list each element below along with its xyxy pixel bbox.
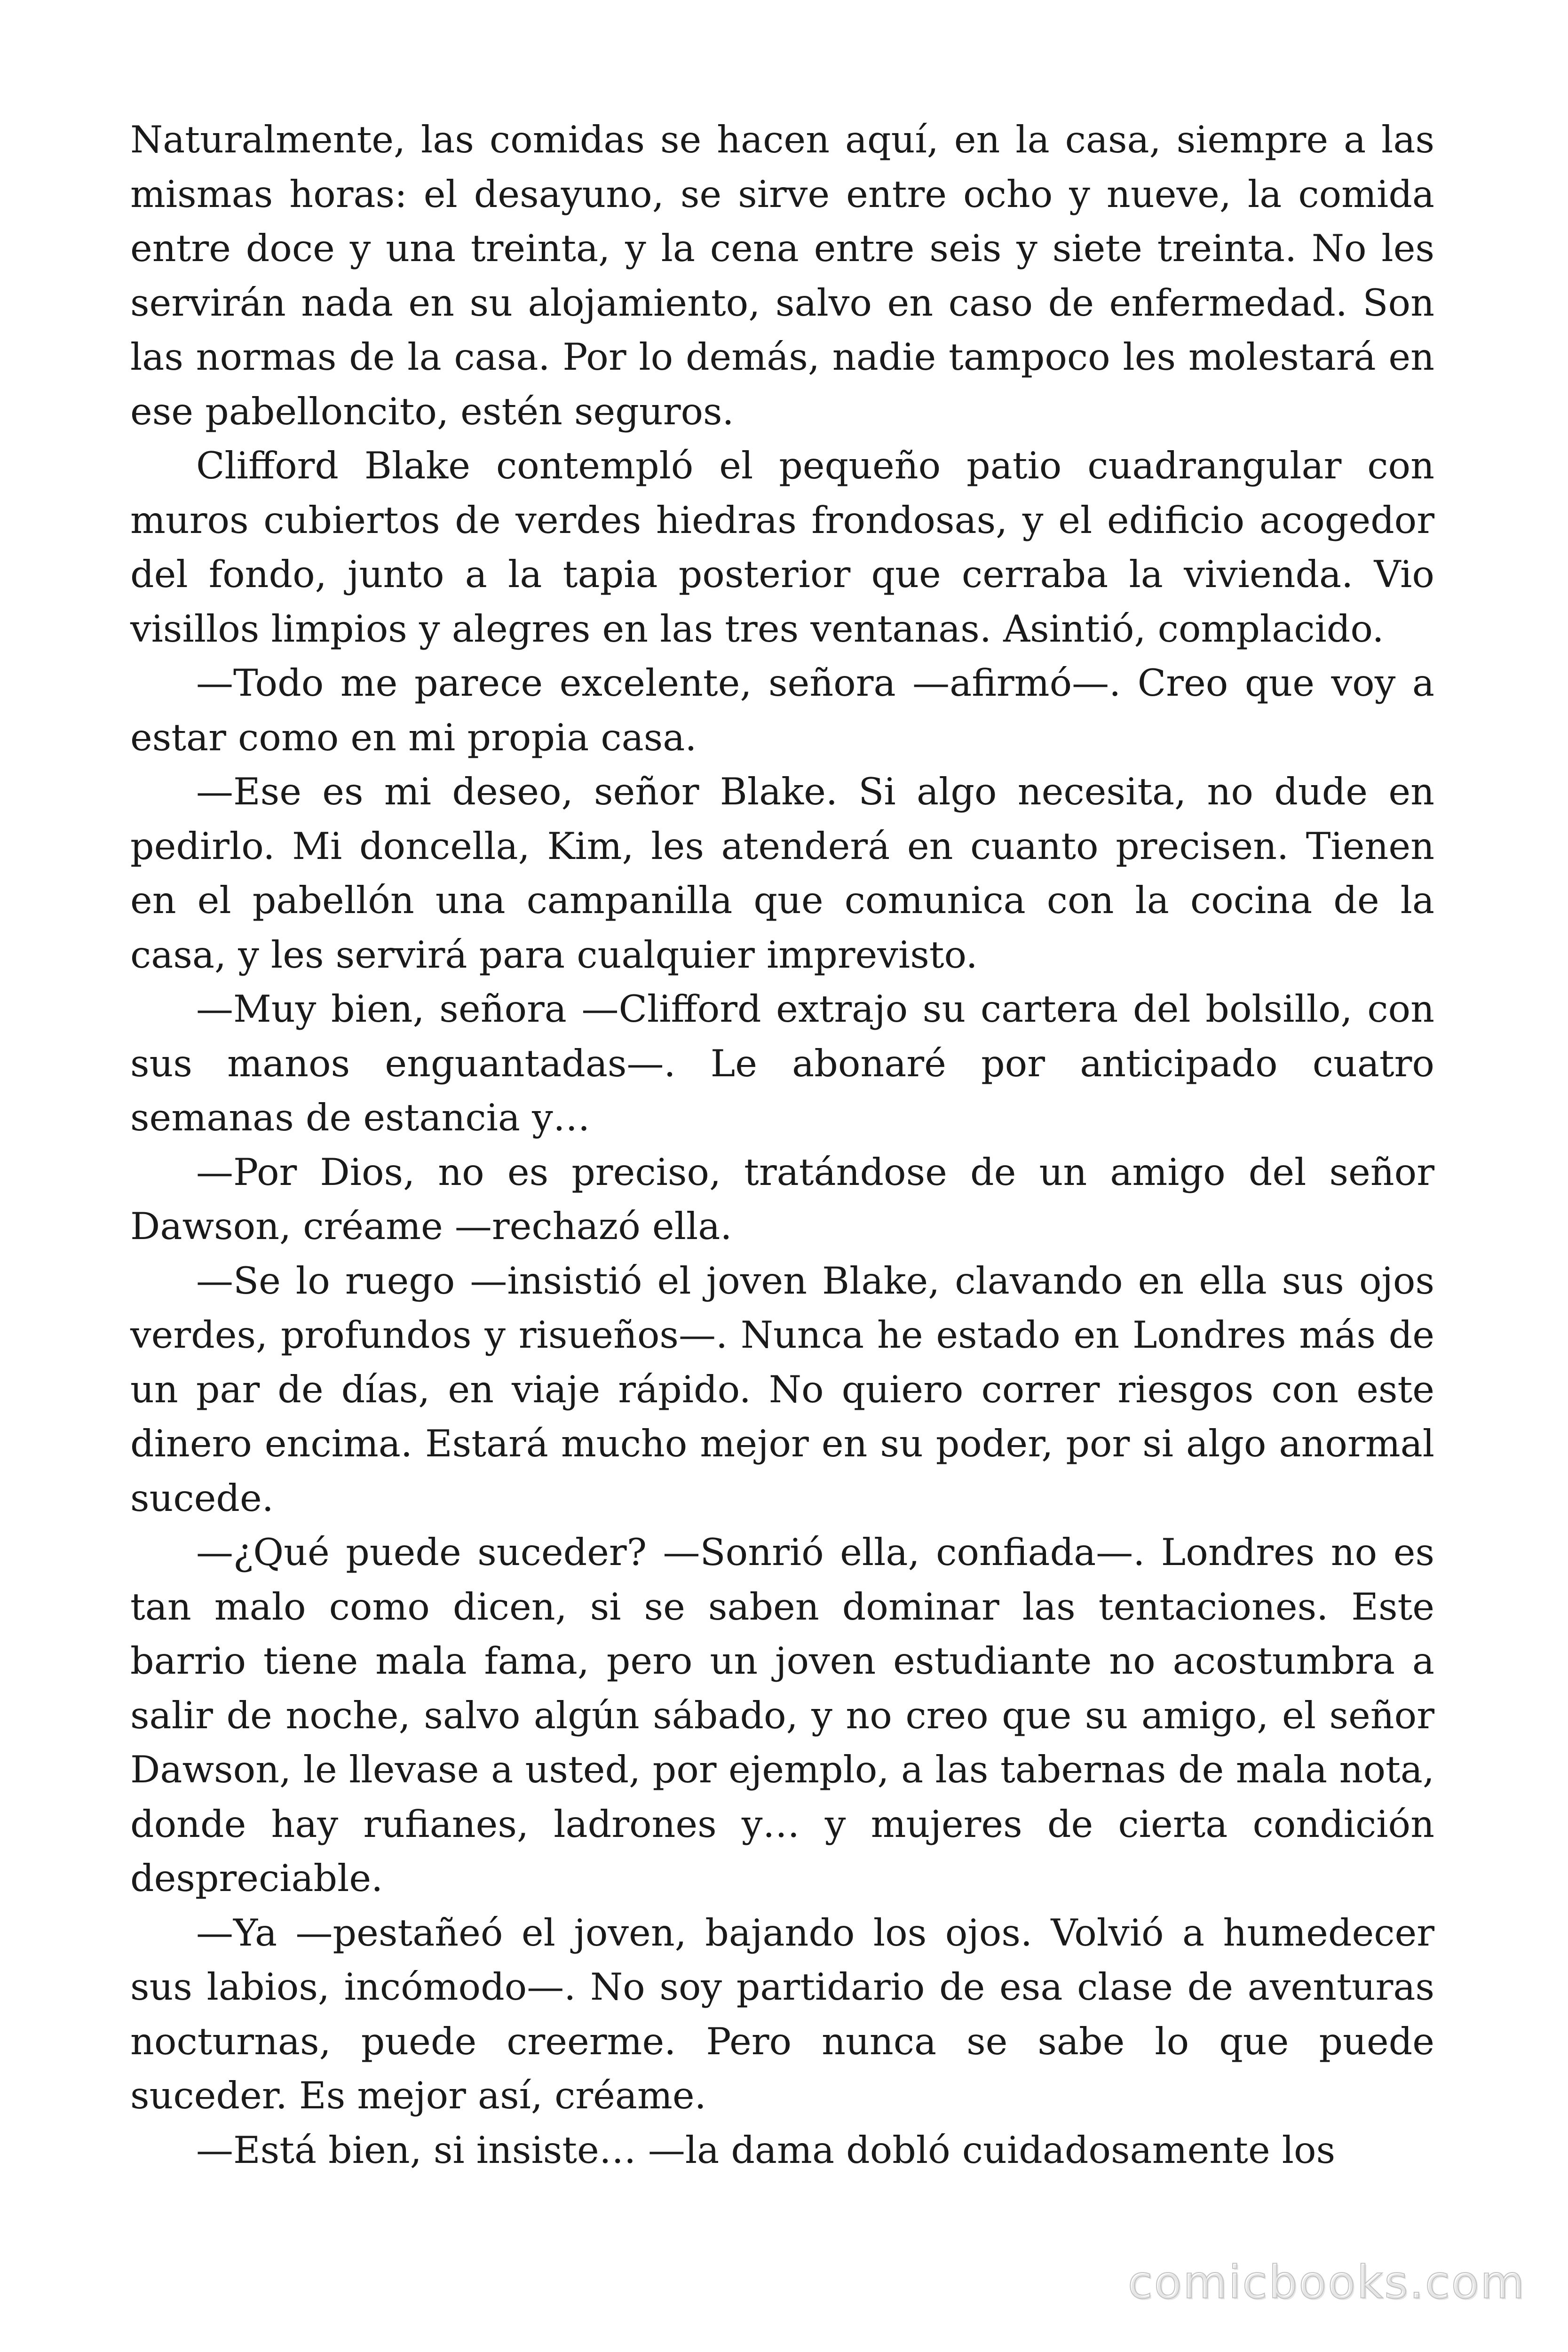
paragraph: —Está bien, si insiste… —la dama dobló cuidadosamente los [196,2128,1336,2172]
book-page-text [130,113,1434,2177]
paragraph: —Todo me parece excelente, señora —afirmó—. Creo que voy a estar como en mi propia casa. [130,661,1434,759]
paragraph: —Muy bien, señora —Clifford extrajo su cartera del bolsillo, con sus manos enguantadas—. Le abonaré por anticipado cuatro semanas de estancia y… [130,987,1434,1139]
watermark: comicbooks.com [1127,2256,1526,2309]
paragraph: —Ese es mi deseo, señor Blake. Si algo necesita, no dude en pedirlo. Mi doncella, Kim, les atenderá en cuanto precisen. Tienen en el pabellón una campanilla que comunica con la cocina de la casa, y les servirá para cualquier imprevisto. [130,770,1434,977]
paragraph: —Se lo ruego —insistió el joven Blake, clavando en ella sus ojos verdes, profundos y risueños—. Nunca he estado en Londres más de un par de días, en viaje rápido. No quiero correr riesgos con este dinero encima. Estará mucho mejor en su poder, por si algo anormal sucede. [130,1259,1434,1520]
paragraph: Naturalmente, las comidas se hacen aquí, en la casa, siempre a las mismas horas: el desayuno, se sirve entre ocho y nueve, la comida entre doce y una treinta, y la cena entre seis y siete treinta. No les servirán nada en su alojamiento, salvo en caso de enfermedad. Son las normas de la casa. Por lo demás, nadie tampoco les molestará en ese pabelloncito, estén seguros. [130,118,1434,433]
paragraph: —¿Qué puede suceder? —Sonrió ella, confiada—. Londres no es tan malo como dicen, si se saben dominar las tentaciones. Este barrio tiene mala fama, pero un joven estudiante no acostumbra a salir de noche, salvo algún sábado, y no creo que su amigo, el señor Dawson, le llevase a usted, por ejemplo, a las tabernas de mala nota, donde hay rufianes, ladrones y… y mujeres de cierta condición despreciable. [130,1531,1434,1900]
paragraph: Clifford Blake contempló el pequeño patio cuadrangular con muros cubiertos de verdes hiedras frondosas, y el edificio acogedor del fondo, junto a la tapia posterior que cerraba la vivienda. Vio visillos limpios y alegres en las tres ventanas. Asintió, complacido. [130,444,1434,651]
paragraph: —Ya —pestañeó el joven, bajando los ojos. Volvió a humedecer sus labios, incómodo—. No soy partidario de esa clase de aventuras nocturnas, puede creerme. Pero nunca se sabe lo que puede suceder. Es mejor así, créame. [130,1911,1434,2117]
paragraph: —Por Dios, no es preciso, tratándose de un amigo del señor Dawson, créame —rechazó ella. [130,1150,1434,1248]
